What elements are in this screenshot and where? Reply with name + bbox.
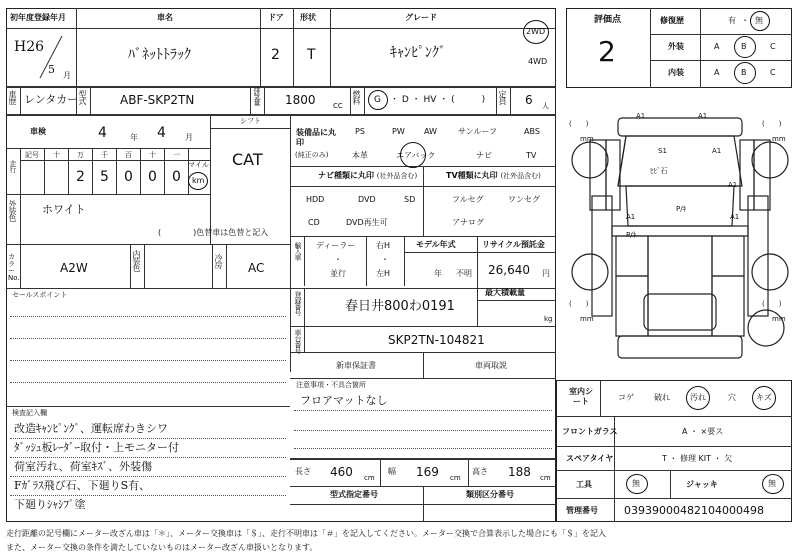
tv-fullseg: フルセグ — [452, 195, 484, 204]
sheet-tear: 破れ — [654, 393, 670, 402]
equip-pw: PW — [392, 127, 405, 136]
height-value: 188 — [508, 465, 531, 479]
tread-mm-fr: ( ) — [762, 120, 782, 128]
mileage-col-label: 百 — [125, 151, 132, 159]
sheet-burn: コゲ — [618, 393, 634, 402]
length-value: 460 — [330, 465, 353, 479]
jack-value: 無 — [768, 479, 776, 488]
color-no-value: A2W — [60, 261, 88, 275]
month-unit: 月 — [63, 71, 71, 80]
spare-label: スペアタイヤ — [566, 454, 614, 463]
mileage-label: 走行 — [9, 160, 17, 172]
manual-label: 車両取説 — [475, 361, 507, 370]
import-dealer: ディーラー — [316, 241, 356, 250]
displacement-value: 1800 — [285, 93, 316, 107]
navi-label: ナビ種類に丸印 (社外品含む) — [318, 171, 418, 180]
notes-value: フロアマットなし — [300, 394, 388, 407]
tv-oneseg: ワンセグ — [508, 195, 540, 204]
inspector-label: 検査記入欄 — [12, 409, 47, 417]
int-c: C — [770, 68, 776, 77]
import-dot: ・ — [334, 255, 342, 264]
damage-mark-6: A1 — [728, 181, 738, 189]
equip-navi: ナビ — [476, 151, 492, 160]
tread-mm-rr: ( ) — [762, 300, 782, 308]
inspection-month-unit: 月 — [185, 133, 193, 142]
navi-dvd: DVD — [358, 195, 376, 204]
import-label: 輸入車 — [294, 242, 302, 260]
chassis-number: SKP2TN-104821 — [388, 333, 485, 347]
tools-label: 工具 — [576, 480, 592, 489]
damage-mark-7: A1 — [626, 213, 636, 221]
ac-value: AC — [248, 261, 265, 275]
max-load-label: 最大積載量 — [485, 288, 525, 297]
mileage-col-label: 千 — [101, 151, 108, 159]
mileage-col-label: 一 — [173, 151, 180, 159]
import-left: 左H — [376, 269, 391, 278]
tread-mm-2: mm — [772, 135, 786, 143]
mileage-digit: 2 — [76, 169, 85, 185]
car-name: ﾊﾞﾈｯﾄﾄﾗｯｸ — [128, 47, 191, 63]
sheet-label: 室内シート — [569, 387, 593, 407]
ext-c: C — [770, 42, 776, 51]
tread-mm-rl: ( ) — [569, 300, 589, 308]
repair-yes: 有 — [728, 16, 736, 25]
int-a: A — [714, 68, 720, 77]
damage-mark-2: A1 — [698, 112, 708, 120]
interior-label: 内装 — [668, 68, 684, 77]
recycle-label: リサイクル預託金 — [482, 240, 545, 249]
inspection-month: 4 — [157, 125, 166, 141]
fuel-g: G — [374, 95, 381, 105]
capacity-value: 6 — [525, 93, 533, 107]
drive-4wd: 4WD — [528, 57, 548, 66]
door-label: ドア — [268, 13, 284, 22]
ext-b: B — [741, 42, 747, 51]
width-value: 169 — [416, 465, 439, 479]
sheet-hole: 穴 — [728, 393, 736, 402]
glass-label: フロントガラス — [562, 427, 618, 436]
reg-number-label: 登録番号 — [294, 291, 302, 315]
damage-mark-1: A1 — [636, 112, 646, 120]
equipment-label: 装備品に丸印 — [296, 128, 336, 148]
inspector-line-1: 改造ｷｬﾝﾋﾟﾝｸﾞ、運転席わきシワ — [14, 422, 168, 435]
damage-mark-8: P/ｷ — [676, 205, 687, 213]
mile-label: マイル — [188, 161, 209, 169]
repair-dot: ・ — [741, 16, 749, 25]
mileage-col-label: 十 — [53, 151, 60, 159]
damage-mark-4: A1 — [712, 147, 722, 155]
type-number-label: 型式指定番号 — [330, 490, 378, 499]
fuel-options: ・ D ・ HV ・ ( ) — [390, 95, 486, 105]
equipment-sub: (純正のみ) — [295, 151, 329, 159]
model-year-unit: 年 — [434, 269, 442, 278]
import-parallel: 並行 — [330, 269, 346, 278]
capacity-unit: 人 — [542, 102, 549, 110]
footer-line-1: 走行距離の記号欄にメーター改ざん車は「＊」、メーター交換車は「＄」、走行不明車は「＃」を記入してください。メーター交換で合算表示した場合にも「＄」を記入 — [6, 529, 606, 538]
model-value: ABF-SKP2TN — [120, 93, 195, 107]
mileage-col-label: 記号 — [25, 151, 39, 159]
shift-label: シフト — [240, 117, 261, 125]
repair-no: 無 — [755, 16, 763, 25]
first-reg-month: 5 — [48, 63, 55, 76]
navi-sd: SD — [404, 195, 416, 204]
usage-value: レンタカー — [24, 93, 79, 106]
equip-aw: AW — [424, 127, 437, 136]
equip-abs: ABS — [524, 127, 540, 136]
inspector-line-5: 下廻りｼｬｼﾌﾟ塗 — [14, 498, 86, 511]
exterior-label: 外装 — [668, 42, 684, 51]
usage-label: 車歴 — [8, 90, 17, 104]
tread-mm-3: mm — [580, 315, 594, 323]
drive-2wd: 2WD — [526, 27, 546, 36]
tread-mm-fl: ( ) — [569, 120, 589, 128]
equip-tv: TV — [526, 151, 537, 160]
equip-leather: 本革 — [352, 151, 368, 160]
mileage-digit: 0 — [124, 169, 133, 185]
equip-sunroof: サンルーフ — [458, 127, 497, 136]
width-unit: cm — [450, 474, 461, 482]
jack-label: ジャッキ — [686, 480, 718, 489]
tv-label: TV種類に丸印 (社外品含む) — [446, 171, 541, 180]
equip-ps: PS — [355, 127, 365, 136]
inspection-label: 車検 — [30, 127, 46, 136]
mileage-digit: 5 — [100, 169, 109, 185]
grade-label: グレード — [405, 13, 437, 22]
body-shape: T — [307, 47, 316, 63]
km-unit: km — [192, 176, 205, 185]
mileage-digit: 0 — [148, 169, 157, 185]
mileage-digit: 0 — [172, 169, 181, 185]
fuel-label: 燃料 — [352, 90, 361, 104]
first-reg-year: H26 — [14, 39, 45, 55]
mileage-col-label: 十 — [149, 151, 156, 159]
interior-color-label: 内装色 — [132, 250, 141, 271]
displacement-label: 排気量 — [253, 87, 261, 105]
ac-label: 冷房 — [214, 254, 223, 268]
spare-value: T ・ 修理 KIT ・ 欠 — [662, 454, 733, 463]
car-damage-diagram — [566, 96, 792, 376]
tv-analog: アナログ — [452, 218, 484, 227]
equip-airbag: エアバック — [396, 151, 436, 160]
grade-value: ｷｬﾝﾋﾟﾝｸﾞ — [390, 45, 446, 61]
damage-mark-5: ﾋﾋﾞ石 — [650, 167, 668, 175]
score-value: 2 — [598, 35, 616, 68]
inspector-line-4: Fｶﾞﾗｽ飛び石、下廻りS有、 — [14, 479, 151, 492]
inspector-line-3: 荷室汚れ、荷室ｷｽﾞ、外装傷 — [14, 460, 153, 473]
capacity-label: 定員 — [498, 90, 507, 104]
length-unit: cm — [364, 474, 375, 482]
tread-mm-1: mm — [580, 135, 594, 143]
color-value: ホワイト — [42, 203, 86, 216]
int-b: B — [741, 68, 747, 77]
shift-value: CAT — [232, 150, 263, 169]
damage-mark-10: P/ｷ — [626, 231, 637, 239]
sellpoint-label: セールスポイント — [12, 291, 68, 299]
tools-value: 無 — [632, 479, 640, 488]
sheet-scratch: キズ — [756, 393, 772, 402]
color-label: 外装色 — [8, 200, 17, 221]
inspector-line-2: ﾀﾞｯｼｭ板ﾚｰﾀﾞｰ取付・上モニター付 — [14, 441, 179, 454]
repair-label: 修復歴 — [660, 16, 684, 25]
inspection-year: 4 — [98, 125, 107, 141]
reg-number: 春日井800わ0191 — [345, 299, 455, 314]
model-label: 型式 — [78, 90, 87, 104]
height-label: 高さ — [472, 467, 488, 476]
shape-label: 形状 — [300, 13, 316, 22]
max-load-unit: kg — [544, 315, 553, 323]
width-label: 幅 — [388, 467, 396, 476]
score-label: 評価点 — [594, 15, 622, 25]
notes-label: 注意事項・不具合箇所 — [296, 381, 366, 389]
repaint-note: ( )色替車は色替と記入 — [158, 228, 269, 237]
car-name-label: 車名 — [157, 13, 173, 22]
model-year-unknown: 不明 — [456, 269, 472, 278]
door-count: 2 — [271, 47, 280, 63]
navi-hdd: HDD — [306, 195, 325, 204]
first-reg-label: 初年度登録年月 — [10, 13, 66, 22]
recycle-yen: 円 — [542, 269, 550, 278]
recycle-value: 26,640 — [488, 263, 530, 277]
damage-mark-3: S1 — [658, 147, 667, 155]
control-number: 03939000482104000498 — [624, 504, 764, 517]
navi-cd: CD — [308, 218, 320, 227]
tread-mm-4: mm — [772, 315, 786, 323]
color-no-label: カラーNo. — [8, 253, 20, 282]
height-unit: cm — [540, 474, 551, 482]
cc-unit: CC — [333, 102, 343, 110]
navi-dvd-play: DVD再生可 — [346, 218, 388, 227]
warranty-label: 新車保証書 — [336, 361, 376, 370]
inspection-year-unit: 年 — [130, 133, 138, 142]
chassis-label: 車台番号 — [294, 329, 302, 353]
footer-line-2: また、メーター交換の条件を満たしていないものはメーター改ざん車扱いとなります。 — [6, 543, 318, 552]
mileage-col-label: 万 — [77, 151, 84, 159]
import-dot2: ・ — [381, 255, 389, 264]
damage-mark-9: A1 — [730, 213, 740, 221]
ext-a: A — [714, 42, 720, 51]
model-year-label: モデル年式 — [416, 240, 456, 249]
sheet-dirt: 汚れ — [690, 393, 706, 402]
control-label: 管理番号 — [566, 506, 598, 515]
import-right: 右H — [376, 241, 391, 250]
length-label: 長さ — [295, 467, 311, 476]
glass-value: A ・ ×要ス — [682, 427, 724, 436]
class-number-label: 類別区分番号 — [466, 490, 514, 499]
